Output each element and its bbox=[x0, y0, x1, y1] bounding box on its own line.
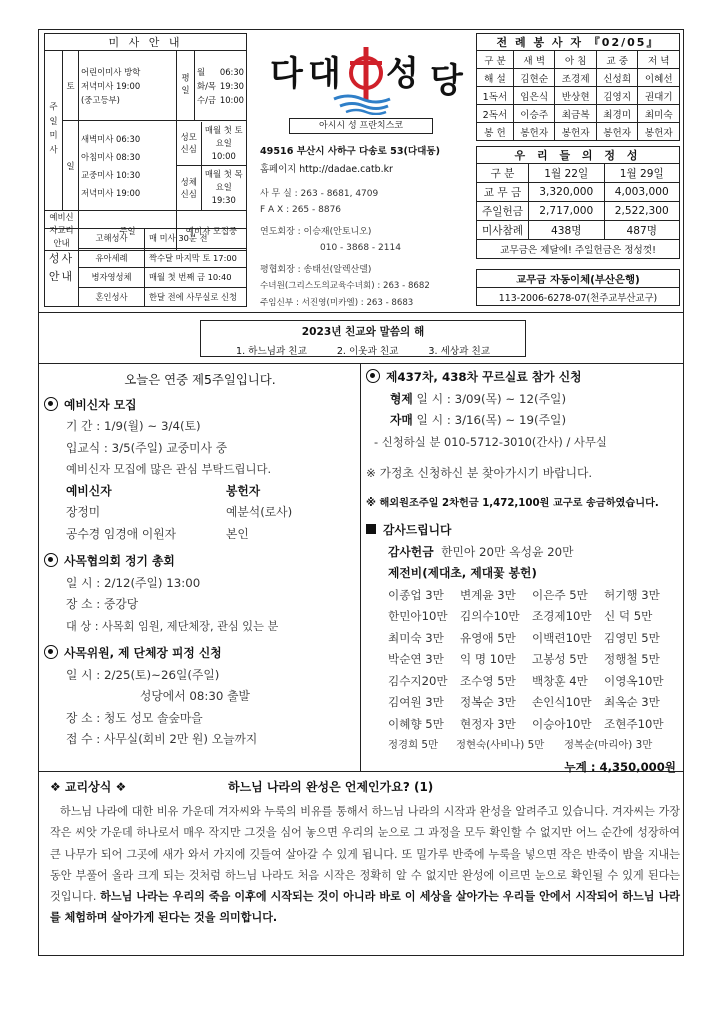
table-row: 2독서 이승주 최금복 최경미 최미숙 bbox=[477, 105, 680, 123]
sacraments-title: 성사안내 bbox=[45, 229, 79, 307]
catechumen-day: 주일 bbox=[79, 211, 177, 251]
sacrament-label: 고해성사 bbox=[79, 229, 145, 249]
section-thanks: 감사드립니다 감사헌금 한민아 20만 옥성윤 20만 제전비(제대초, 제대꽃 봉헌) 이종업 3만 변계윤 3만 이은주 5만 허기행 3만 한민아10만 김의수10만 조경제10만 신 덕 5만 최미숙 3만 유영애 5만 이백련10만 김영민 5만 박순연 3만 익 명 10만 고봉성 5만 정행철 5만 김수지20만 조수영 5만 백창훈 4만 이영옥10만 김여원 3만 정복순 3만 손인식10만 최옥순 3만 이혜향 5만 현정자 3만 이승아10만 조현주10만 정경희 5만 정현숙(사비나) 5만 정복순(마리아) 3만 누계 : 4,350,000원 bbox=[366, 520, 682, 778]
table-row: 미사참례 438명 487명 bbox=[477, 221, 680, 240]
section-retreat: 사목위원, 제 단체장 피정 신청 일 시 : 2/25(토)~26일(주일) 성당에서 08:30 출발 장 소 : 청도 성모 솔숲마을 접 수 : 사무실(회비 2만 원) 오늘까지 bbox=[44, 643, 356, 751]
sacrament-desc: 매 미사 30분 전 bbox=[145, 229, 247, 249]
parish-homepage[interactable]: 홈페이지 http://dadae.catb.kr bbox=[260, 164, 393, 175]
parish-address: 49516 부산시 사하구 다송로 53(다대동) bbox=[260, 146, 441, 157]
saturday-label: 토 bbox=[63, 51, 79, 121]
list-item: 한민아10만 김의수10만 조경제10만 신 덕 5만 bbox=[388, 609, 653, 623]
finance-header: 1월 22일 bbox=[529, 164, 605, 183]
sunday-mass-label: 주일미사 bbox=[45, 51, 63, 211]
table-row: 교 무 금 3,320,000 4,003,000 bbox=[477, 183, 680, 202]
parish-office: 사 무 실 : 263 - 8681, 4709 bbox=[260, 189, 379, 199]
finance-note: 교무금은 제달에! 주일헌금은 정성껏! bbox=[477, 240, 680, 259]
section-cursillo: 제437차, 438차 꾸르실료 참가 신청 형제 일 시 : 3/09(목) ~ 12(주일) 자매 일 시 : 3/16(목) ~ 19(주일) - 신청하실 분 010-5712-3010(간사) / 사무실 bbox=[366, 367, 682, 453]
table-row: 봉 헌 봉헌자 봉헌자 봉헌자 봉헌자 bbox=[477, 123, 680, 141]
sunday-label: 일 bbox=[63, 121, 79, 211]
bullet-icon bbox=[44, 553, 58, 567]
sacrament-label: 병자영성체 bbox=[79, 268, 145, 288]
notice-house-blessing: ※ 가정초 신청하신 분 찾아가시기 바랍니다. bbox=[366, 466, 593, 480]
right-column bbox=[366, 367, 682, 778]
volunteers-header: 아 침 bbox=[555, 51, 597, 69]
year-theme-title: 2023년 친교와 말씀의 해 bbox=[301, 326, 425, 338]
mass-schedule-table bbox=[44, 33, 247, 251]
intro-line: 오늘은 연중 제5주일입니다. bbox=[124, 372, 276, 387]
finance-header: 구 분 bbox=[477, 164, 529, 183]
left-column bbox=[44, 369, 356, 751]
special-masses: 성모신심 매월 첫 토요일 10:00 성체신심 매월 첫 목요일 19:30 bbox=[177, 121, 247, 211]
doctrine-text: 하느님 나라에 대한 비유 가운데 겨자씨와 누룩의 비유를 통해서 하느님 나라의 시작과 완성을 알려주고 있습니다. 겨자씨는 가장 작은 씨앗 가운데 하나로서 매우 작지만 그것을 심어 놓으면 우리의 눈으로 그 과정을 모두 확인할 수 없지만 어느 순간에 성장하여 큰 나무가 되어 그곳에 새가 와서 가지에 깃들여 살아갈 수 있게 됩니다. 또 밀가루 반죽에 누룩을 넣으면 작은 반죽이 밤을 지내는 동안 부풀어 올라 크게 되는 것처럼 하느님 나라도 처음 시작은 정확히 알 수 없지만 완성에 이르면 눈으로 확인될 수 있게 된다는 것입니다. 하느님 나라는 우리의 죽음 이후에 시작되는 것이 아니라 바로 이 세상을 살아가는 우리들 안에서 시작되어 하느님 나라를 체험하며 살아가게 된다는 것을 의미합니다. bbox=[50, 805, 680, 925]
square-bullet-icon bbox=[366, 524, 376, 534]
list-item: 이혜향 5만 현정자 3만 이승아10만 조현주10만 bbox=[388, 716, 664, 731]
sacraments-table bbox=[44, 228, 247, 307]
list-item: 이종업 3만 변계윤 3만 이은주 5만 허기행 3만 bbox=[388, 587, 660, 602]
svg-text:다: 다 bbox=[270, 54, 303, 94]
theme-item: 3. 세상과 친교 bbox=[428, 346, 490, 357]
sacrament-label: 혼인성사 bbox=[79, 287, 145, 307]
catechumen-desc: 예비자 모집중 bbox=[177, 211, 247, 251]
mass-title: 미 사 안 내 bbox=[45, 34, 247, 51]
parish-fax: F A X : 265 - 8876 bbox=[260, 205, 342, 215]
list-item: 박순연 3만 익 명 10만 고봉성 5만 정행철 5만 bbox=[388, 652, 660, 666]
table-row: 해 설 김현순 조경제 신성희 이혜선 bbox=[477, 69, 680, 87]
section-council: 사목협의회 정기 총회 일 시 : 2/12(주일) 13:00 장 소 : 중강당 대 상 : 사목회 임원, 제단체장, 관심 있는 분 bbox=[44, 551, 356, 637]
list-item: 김여원 3만 정복순 3만 손인식10만 최옥순 3만 bbox=[388, 695, 660, 709]
table-row: 1독서 임은식 반상현 김영지 권대기 bbox=[477, 87, 680, 105]
sacrament-desc: 짝수달 마지막 토 17:00 bbox=[145, 248, 247, 268]
bullet-icon bbox=[44, 645, 58, 659]
theme-item: 2. 이웃과 친교 bbox=[336, 346, 399, 357]
saturday-times: 어린이미사 방학 저녁미사 19:00 (중고등부) bbox=[79, 51, 177, 121]
volunteers-title: 전 례 봉 사 자 『02/05』 bbox=[477, 34, 680, 51]
catechumen-label: 예비신자교리안내 bbox=[45, 211, 79, 251]
bullet-icon bbox=[44, 397, 58, 411]
svg-text:성: 성 bbox=[386, 54, 419, 94]
doctrine-section bbox=[50, 778, 680, 929]
donation-total: 누계 : 4,350,000원 bbox=[564, 759, 676, 774]
volunteers-header: 새 벽 bbox=[513, 51, 555, 69]
year-theme-box bbox=[200, 320, 526, 357]
parish-leader1: 연도회장 : 이승재(안토니오) bbox=[260, 227, 372, 237]
parish-priest: 주임신부 : 서진영(미카엘) : 263 - 8683 bbox=[260, 298, 414, 308]
sacrament-desc: 매월 첫 번째 금 10:40 bbox=[145, 268, 247, 288]
sunday-times: 새벽미사 06:30 아침미사 08:30 교중미사 10:30 저녁미사 19:00 bbox=[79, 121, 177, 211]
transfer-table bbox=[476, 269, 680, 306]
volunteers-table bbox=[476, 33, 680, 141]
finance-header: 1월 29일 bbox=[604, 164, 680, 183]
logo-last-char: 당 bbox=[430, 61, 463, 101]
weekday-label: 평일 bbox=[177, 51, 195, 121]
divider-theme bbox=[38, 363, 684, 364]
doctrine-title: 하느님 나라의 완성은 언제인가요? (1) bbox=[228, 780, 434, 794]
parish-leader2: 평협회장 : 송태선(알렉산델) bbox=[260, 265, 372, 275]
weekday-times: 월 06:30 화/목 19:30 수/금 10:00 bbox=[195, 51, 247, 121]
list-item: 최미숙 3만 유영애 5만 이백련10만 김영민 5만 bbox=[388, 630, 660, 645]
transfer-account: 113-2006-6278-07(천주교부산교구) bbox=[477, 288, 680, 306]
bullet-icon bbox=[366, 369, 380, 383]
table-row: 주일헌금 2,717,000 2,522,300 bbox=[477, 202, 680, 221]
patron-saint: 아시시 성 프란치스코 bbox=[289, 118, 433, 134]
sacrament-label: 유아세례 bbox=[79, 248, 145, 268]
donation-list bbox=[366, 585, 682, 779]
doctrine-label: ❖ 교리상식 ❖ bbox=[50, 780, 127, 794]
volunteers-header: 교 중 bbox=[596, 51, 638, 69]
parish-convent: 수녀원(그리스도의교육수녀회) : 263 - 8682 bbox=[260, 281, 430, 291]
transfer-title: 교무금 자동이체(부산은행) bbox=[477, 270, 680, 288]
parish-leader1-phone: 010 - 3868 - 2114 bbox=[320, 243, 401, 253]
theme-item: 1. 하느님과 친교 bbox=[235, 346, 307, 357]
volunteers-header: 구 분 bbox=[477, 51, 514, 69]
svg-text:대: 대 bbox=[308, 54, 341, 94]
finance-table bbox=[476, 146, 680, 259]
divider-header bbox=[38, 312, 684, 313]
list-item: 김수지20만 조수영 5만 백창훈 4만 이영옥10만 bbox=[388, 673, 664, 688]
sacrament-desc: 한달 전에 사무실로 신청 bbox=[145, 287, 247, 307]
volunteers-header: 저 녁 bbox=[638, 51, 680, 69]
notice-overseas-aid: ※ 해외원조주일 2차헌금 1,472,100원 교구로 송금하였습니다. bbox=[366, 497, 659, 509]
divider-columns bbox=[360, 363, 361, 771]
section-catechumen: 예비신자 모집 기 간 : 1/9(월) ~ 3/4(토) 입교식 : 3/5(주일) 교중미사 중 예비신자 모집에 많은 관심 부탁드립니다. 예비신자 봉헌자 장정미 예분석(로사) 공수경 임경애 이원자 본인 bbox=[44, 395, 356, 546]
list-item: 정경희 5만 정현숙(사비나) 5만 정복순(마리아) 3만 bbox=[388, 739, 653, 751]
parish-name bbox=[268, 43, 269, 44]
finance-title: 우 리 들 의 정 성 bbox=[477, 147, 680, 164]
